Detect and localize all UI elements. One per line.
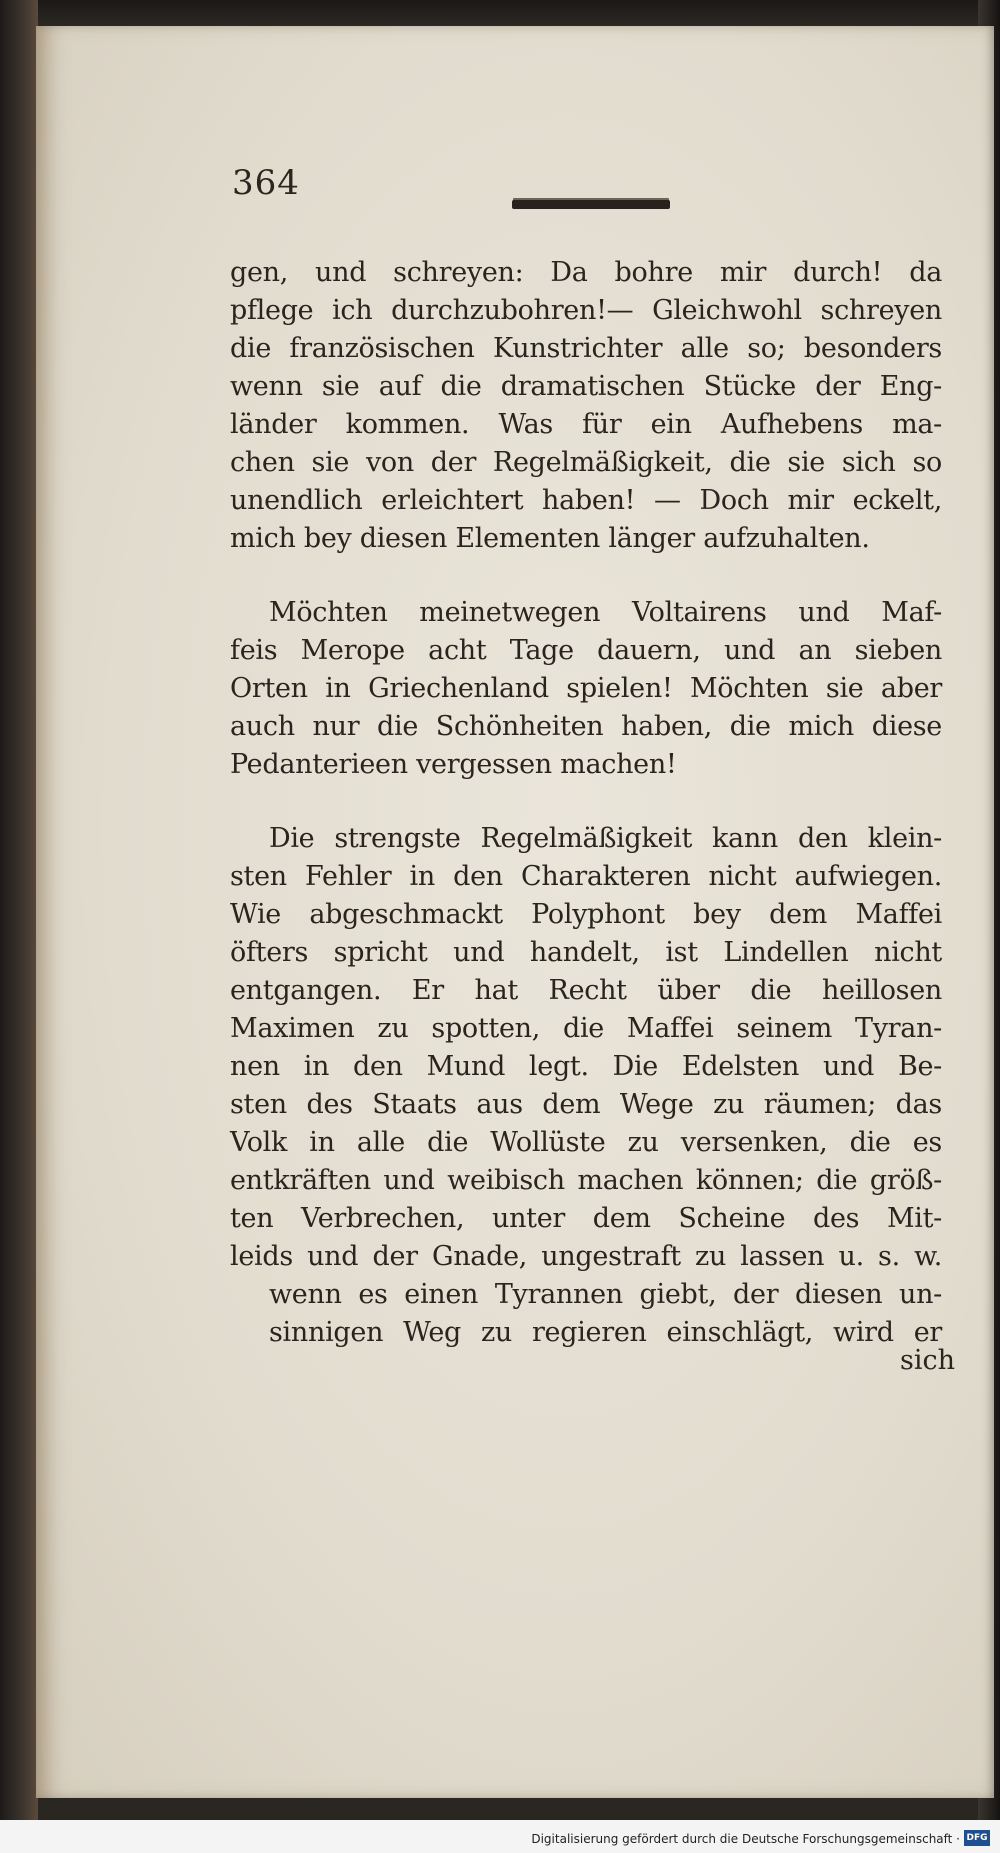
text-line: Maximen zu spotten, die Maffei seinem Tyran- xyxy=(230,1013,942,1044)
text-line: wenn es einen Tyrannen giebt, der diesen un- xyxy=(269,1279,942,1310)
text-line: die französischen Kunstrichter alle so; besonders xyxy=(230,333,942,364)
book-spine-shadow xyxy=(0,0,38,1853)
text-line: auch nur die Schönheiten haben, die mich diese xyxy=(230,711,942,742)
text-line: pflege ich durchzubohren!— Gleichwohl schreyen xyxy=(230,295,942,326)
text-line: wenn sie auf die dramatischen Stücke der Eng- xyxy=(230,371,942,402)
text-line: ten Verbrechen, unter dem Scheine des Mit- xyxy=(230,1203,942,1234)
catchword: sich xyxy=(900,1345,956,1376)
text-line: gen, und schreyen: Da bohre mir durch! da xyxy=(230,257,942,288)
text-line: unendlich erleichtert haben! — Doch mir eckelt, xyxy=(230,485,942,516)
paragraph-1 xyxy=(230,254,942,558)
body-text xyxy=(230,254,942,1352)
text-line: nen in den Mund legt. Die Edelsten und Be- xyxy=(230,1051,942,1082)
text-line: leids und der Gnade, ungestraft zu lassen u. s. w. xyxy=(230,1241,942,1272)
text-line: Pedanterieen vergessen machen! xyxy=(230,749,677,780)
text-line: sten des Staats aus dem Wege zu räumen; das xyxy=(230,1089,942,1120)
text-line: mich bey diesen Elementen länger aufzuhalten. xyxy=(230,523,870,554)
text-line: feis Merope acht Tage dauern, und an sieben xyxy=(230,635,942,666)
text-line: öfters spricht und handelt, ist Lindellen nicht xyxy=(230,937,942,968)
dfg-logo: DFG xyxy=(964,1830,990,1846)
text-line: entgangen. Er hat Recht über die heillosen xyxy=(230,975,942,1006)
text-line: entkräften und weibisch machen können; die größ- xyxy=(230,1165,942,1196)
text-line: Möchten meinetwegen Voltairens und Maf- xyxy=(269,597,942,628)
paragraph-3 xyxy=(230,820,942,1352)
text-line: Orten in Griechenland spielen! Möchten sie aber xyxy=(230,673,942,704)
text-line: Wie abgeschmackt Polyphont bey dem Maffei xyxy=(230,899,942,930)
header-ornament-rule xyxy=(512,200,670,209)
text-line: sinnigen Weg zu regieren einschlägt, wird er xyxy=(269,1317,942,1348)
text-line: chen sie von der Regelmäßigkeit, die sie sich so xyxy=(230,447,942,478)
text-line: Volk in alle die Wollüste zu versenken, die es xyxy=(230,1127,942,1158)
text-line: länder kommen. Was für ein Aufhebens ma- xyxy=(230,409,942,440)
text-line: sten Fehler in den Charakteren nicht aufwiegen. xyxy=(230,861,942,892)
text-line: Die strengste Regelmäßigkeit kann den klein- xyxy=(269,823,942,854)
funding-credit: Digitalisierung gefördert durch die Deutsche Forschungsgemeinschaft · xyxy=(531,1832,960,1846)
paragraph-2 xyxy=(230,594,942,784)
page-number: 364 xyxy=(232,163,300,203)
